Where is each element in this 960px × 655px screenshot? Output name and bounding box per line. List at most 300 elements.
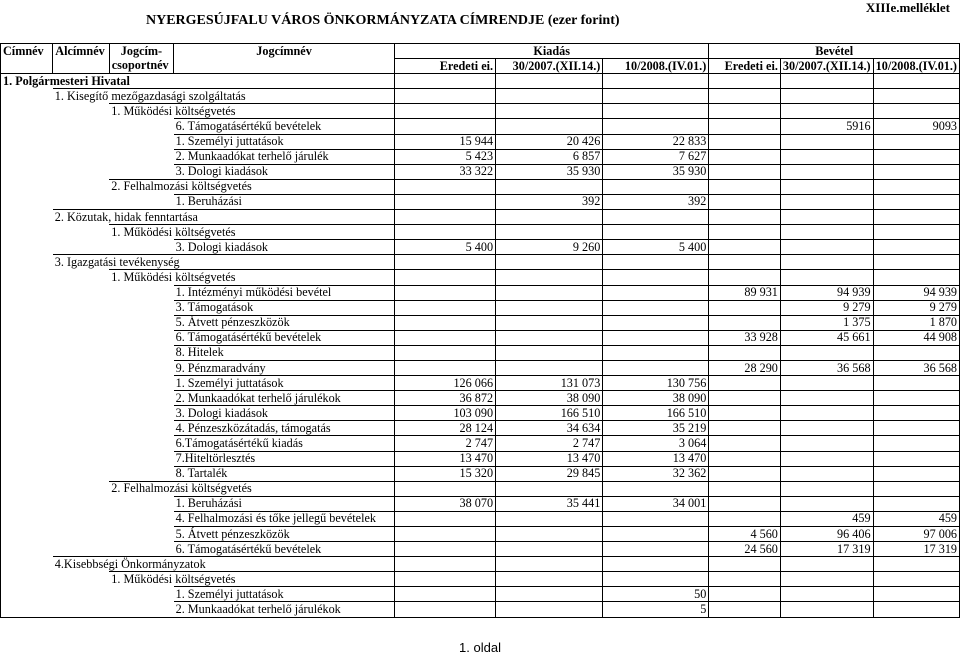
value-cell: [709, 179, 781, 194]
value-cell: [709, 104, 781, 119]
value-cell: [873, 179, 959, 194]
row-label: 1. Működési költségvetés: [109, 270, 394, 285]
value-cell: 96 406: [780, 527, 873, 542]
value-cell: [496, 179, 603, 194]
value-cell: [873, 104, 959, 119]
value-cell: [603, 179, 709, 194]
value-cell: [709, 345, 781, 360]
value-cell: [709, 602, 781, 617]
table-row: [1, 74, 960, 89]
value-cell: [496, 481, 603, 496]
value-cell: 35 930: [496, 164, 603, 179]
value-cell: [709, 406, 781, 421]
value-cell: [709, 134, 781, 149]
value-cell: [395, 511, 496, 526]
header-cimnev: Címnév: [1, 44, 53, 59]
table-row: [1, 602, 960, 617]
value-cell: 13 470: [395, 451, 496, 466]
row-label: 1. Működési költségvetés: [109, 104, 394, 119]
table-row: [1, 240, 960, 255]
row-label: 3. Igazgatási tevékenység: [53, 255, 395, 270]
value-cell: 15 944: [395, 134, 496, 149]
table-row: [1, 330, 960, 345]
value-cell: [709, 119, 781, 134]
value-cell: [780, 74, 873, 89]
value-cell: [603, 511, 709, 526]
value-cell: 94 939: [780, 285, 873, 300]
header-row-1: [1, 44, 960, 59]
value-cell: [496, 104, 603, 119]
value-cell: [780, 179, 873, 194]
value-cell: [873, 421, 959, 436]
row-label: 1. Működési költségvetés: [109, 225, 394, 240]
annex-label: XIIIe.melléklet: [865, 0, 950, 15]
value-cell: [780, 134, 873, 149]
value-cell: 33 322: [395, 164, 496, 179]
value-cell: [496, 225, 603, 240]
value-cell: [603, 255, 709, 270]
value-cell: [780, 149, 873, 164]
header-alcimnev: Alcímnév: [53, 44, 109, 59]
table-row: [1, 406, 960, 421]
value-cell: [873, 496, 959, 511]
value-cell: [780, 466, 873, 481]
value-cell: [709, 315, 781, 330]
value-cell: 9 260: [496, 240, 603, 255]
value-cell: 392: [603, 194, 709, 209]
value-cell: 45 661: [780, 330, 873, 345]
value-cell: 7 627: [603, 149, 709, 164]
row-label: 1. Intézményi működési bevétel: [174, 285, 395, 300]
value-cell: [709, 466, 781, 481]
table-row: [1, 179, 960, 194]
table-row: [1, 481, 960, 496]
value-cell: [496, 572, 603, 587]
value-cell: 126 066: [395, 376, 496, 391]
value-cell: [395, 572, 496, 587]
value-cell: [496, 270, 603, 285]
value-cell: [395, 119, 496, 134]
value-cell: 2 747: [496, 436, 603, 451]
value-cell: 4 560: [709, 527, 781, 542]
value-cell: [395, 315, 496, 330]
value-cell: [496, 300, 603, 315]
table-row: [1, 315, 960, 330]
value-cell: 13 470: [496, 451, 603, 466]
value-cell: 103 090: [395, 406, 496, 421]
table-row: [1, 542, 960, 557]
value-cell: [873, 89, 959, 104]
value-cell: [780, 89, 873, 104]
value-cell: 5916: [780, 119, 873, 134]
value-cell: [603, 270, 709, 285]
value-cell: [709, 587, 781, 602]
value-cell: 6 857: [496, 149, 603, 164]
table-row: [1, 436, 960, 451]
row-label: 5. Átvett pénzeszközök: [174, 315, 395, 330]
row-label: 2. Munkaadókat terhelő járulék: [174, 149, 395, 164]
row-label: 4. Felhalmozási és tőke jellegű bevételek: [174, 511, 395, 526]
value-cell: [709, 391, 781, 406]
value-cell: 131 073: [496, 376, 603, 391]
header-revenue-mod1: 30/2007.(XII.14.): [780, 59, 873, 74]
row-label: 1. Személyi juttatások: [174, 376, 395, 391]
row-label: 8. Tartalék: [174, 466, 395, 481]
value-cell: [709, 376, 781, 391]
value-cell: [873, 134, 959, 149]
value-cell: [780, 345, 873, 360]
value-cell: [873, 74, 959, 89]
value-cell: [603, 104, 709, 119]
value-cell: [395, 527, 496, 542]
value-cell: [395, 104, 496, 119]
value-cell: [603, 300, 709, 315]
value-cell: [709, 557, 781, 572]
row-label: 2. Felhalmozási költségvetés: [109, 481, 394, 496]
row-label: 7.Hiteltörlesztés: [174, 451, 395, 466]
value-cell: 20 426: [496, 134, 603, 149]
value-cell: [709, 149, 781, 164]
value-cell: [496, 255, 603, 270]
value-cell: [873, 451, 959, 466]
value-cell: [496, 511, 603, 526]
row-label: 3. Támogatások: [174, 300, 395, 315]
table-row: [1, 360, 960, 375]
value-cell: 1 375: [780, 315, 873, 330]
header-expense-mod2: 10/2008.(IV.01.): [603, 59, 709, 74]
table-row: [1, 164, 960, 179]
value-cell: [780, 194, 873, 209]
value-cell: [496, 345, 603, 360]
value-cell: [395, 481, 496, 496]
value-cell: 50: [603, 587, 709, 602]
value-cell: 13 470: [603, 451, 709, 466]
value-cell: [496, 74, 603, 89]
value-cell: [780, 270, 873, 285]
table-body: [1, 74, 960, 617]
value-cell: [709, 255, 781, 270]
value-cell: 5: [603, 602, 709, 617]
value-cell: 94 939: [873, 285, 959, 300]
value-cell: [780, 240, 873, 255]
value-cell: [873, 481, 959, 496]
budget-table: [0, 43, 960, 618]
value-cell: 38 090: [603, 391, 709, 406]
value-cell: [395, 255, 496, 270]
value-cell: [873, 391, 959, 406]
value-cell: 459: [780, 511, 873, 526]
value-cell: [395, 602, 496, 617]
value-cell: [873, 210, 959, 225]
value-cell: 9 279: [873, 300, 959, 315]
value-cell: [780, 496, 873, 511]
row-label: 1. Személyi juttatások: [174, 587, 395, 602]
page-number: 1. oldal: [459, 640, 501, 655]
value-cell: 38 070: [395, 496, 496, 511]
value-cell: [709, 481, 781, 496]
table-row: [1, 194, 960, 209]
value-cell: [496, 315, 603, 330]
table-row: [1, 119, 960, 134]
value-cell: 89 931: [709, 285, 781, 300]
value-cell: 130 756: [603, 376, 709, 391]
value-cell: 392: [496, 194, 603, 209]
value-cell: [603, 315, 709, 330]
value-cell: [780, 104, 873, 119]
value-cell: 17 319: [873, 542, 959, 557]
table-row: [1, 376, 960, 391]
row-label: 8. Hitelek: [174, 345, 395, 360]
value-cell: 29 845: [496, 466, 603, 481]
value-cell: 38 090: [496, 391, 603, 406]
table-row: [1, 557, 960, 572]
value-cell: 9 279: [780, 300, 873, 315]
value-cell: [395, 360, 496, 375]
value-cell: [780, 255, 873, 270]
table-row: [1, 270, 960, 285]
value-cell: [709, 496, 781, 511]
header-bevetel: Bevétel: [709, 44, 960, 59]
row-label: 2. Közutak, hidak fenntartása: [53, 210, 395, 225]
row-label: 3. Dologi kiadások: [174, 240, 395, 255]
value-cell: [709, 210, 781, 225]
table-row: [1, 511, 960, 526]
value-cell: [395, 74, 496, 89]
value-cell: [603, 527, 709, 542]
value-cell: [603, 89, 709, 104]
table-row: [1, 572, 960, 587]
value-cell: [780, 602, 873, 617]
header-revenue-original: Eredeti ei.: [709, 59, 781, 74]
value-cell: 34 634: [496, 421, 603, 436]
table-row: [1, 527, 960, 542]
value-cell: 1 870: [873, 315, 959, 330]
header-csoportnev: csoportnév: [109, 59, 173, 74]
value-cell: [780, 572, 873, 587]
value-cell: [873, 602, 959, 617]
row-label: 1. Működési költségvetés: [109, 572, 394, 587]
value-cell: 9093: [873, 119, 959, 134]
row-label: 1. Polgármesteri Hivatal: [1, 74, 395, 89]
value-cell: [603, 557, 709, 572]
value-cell: [873, 466, 959, 481]
row-label: 6.Támogatásértékű kiadás: [174, 436, 395, 451]
value-cell: 22 833: [603, 134, 709, 149]
value-cell: [873, 587, 959, 602]
table-row: [1, 466, 960, 481]
table-row: [1, 451, 960, 466]
value-cell: [709, 225, 781, 240]
value-cell: [395, 285, 496, 300]
value-cell: [709, 270, 781, 285]
value-cell: [496, 602, 603, 617]
value-cell: [395, 179, 496, 194]
header-jogcimnev: Jogcímnév: [174, 44, 395, 59]
value-cell: 3 064: [603, 436, 709, 451]
value-cell: [395, 587, 496, 602]
value-cell: [709, 436, 781, 451]
value-cell: [873, 149, 959, 164]
table-row: [1, 255, 960, 270]
value-cell: 32 362: [603, 466, 709, 481]
value-cell: [780, 164, 873, 179]
table-row: [1, 300, 960, 315]
value-cell: [603, 572, 709, 587]
table-row: [1, 89, 960, 104]
value-cell: 2 747: [395, 436, 496, 451]
table-row: [1, 104, 960, 119]
value-cell: [780, 557, 873, 572]
value-cell: [395, 89, 496, 104]
table-row: [1, 391, 960, 406]
value-cell: [873, 270, 959, 285]
value-cell: [603, 285, 709, 300]
table-row: [1, 210, 960, 225]
value-cell: 35 219: [603, 421, 709, 436]
value-cell: [709, 421, 781, 436]
row-label: 2. Felhalmozási költségvetés: [109, 179, 394, 194]
row-label: 4. Pénzeszközátadás, támogatás: [174, 421, 395, 436]
value-cell: [496, 527, 603, 542]
value-cell: 33 928: [709, 330, 781, 345]
value-cell: [780, 451, 873, 466]
value-cell: 36 568: [780, 360, 873, 375]
value-cell: [873, 255, 959, 270]
value-cell: [873, 406, 959, 421]
value-cell: [709, 300, 781, 315]
value-cell: [603, 210, 709, 225]
table-row: [1, 587, 960, 602]
row-label: 9. Pénzmaradvány: [174, 360, 395, 375]
value-cell: [496, 330, 603, 345]
value-cell: [603, 360, 709, 375]
value-cell: [603, 481, 709, 496]
value-cell: [873, 436, 959, 451]
table-row: [1, 134, 960, 149]
value-cell: [780, 391, 873, 406]
value-cell: [873, 194, 959, 209]
value-cell: [780, 376, 873, 391]
header-expense-original: Eredeti ei.: [395, 59, 496, 74]
value-cell: 5 400: [395, 240, 496, 255]
value-cell: [709, 240, 781, 255]
value-cell: [603, 542, 709, 557]
value-cell: 166 510: [603, 406, 709, 421]
value-cell: [709, 572, 781, 587]
value-cell: [709, 89, 781, 104]
table-row: [1, 225, 960, 240]
value-cell: [496, 285, 603, 300]
value-cell: [873, 164, 959, 179]
value-cell: 459: [873, 511, 959, 526]
row-label: 2. Munkaadókat terhelő járulékok: [174, 602, 395, 617]
value-cell: [780, 587, 873, 602]
value-cell: [709, 194, 781, 209]
value-cell: [873, 376, 959, 391]
value-cell: [603, 225, 709, 240]
row-label: 5. Átvett pénzeszközök: [174, 527, 395, 542]
row-label: 1. Beruházási: [174, 194, 395, 209]
table-row: [1, 345, 960, 360]
row-label: 1. Személyi juttatások: [174, 134, 395, 149]
value-cell: 36 872: [395, 391, 496, 406]
table-row: [1, 496, 960, 511]
header-jogcim: Jogcím-: [109, 44, 173, 59]
value-cell: [780, 225, 873, 240]
value-cell: [395, 330, 496, 345]
value-cell: [780, 481, 873, 496]
value-cell: 36 568: [873, 360, 959, 375]
value-cell: 97 006: [873, 527, 959, 542]
table-row: [1, 285, 960, 300]
value-cell: [709, 511, 781, 526]
value-cell: [603, 345, 709, 360]
row-label: 3. Dologi kiadások: [174, 406, 395, 421]
value-cell: [496, 360, 603, 375]
value-cell: 5 423: [395, 149, 496, 164]
value-cell: 35 441: [496, 496, 603, 511]
value-cell: 17 319: [780, 542, 873, 557]
row-label: 1. Kisegítő mezőgazdasági szolgáltatás: [53, 89, 395, 104]
value-cell: [780, 406, 873, 421]
value-cell: [395, 542, 496, 557]
row-label: 4.Kisebbségi Önkormányzatok: [53, 557, 395, 572]
value-cell: [603, 330, 709, 345]
value-cell: [496, 210, 603, 225]
header-revenue-mod2: 10/2008.(IV.01.): [873, 59, 959, 74]
value-cell: [603, 119, 709, 134]
value-cell: 15 320: [395, 466, 496, 481]
value-cell: [603, 74, 709, 89]
value-cell: [496, 119, 603, 134]
page-title: NYERGESÚJFALU VÁROS ÖNKORMÁNYZATA CÍMRENDJE (ezer forint): [146, 13, 620, 28]
value-cell: [395, 194, 496, 209]
table-row: [1, 149, 960, 164]
value-cell: 35 930: [603, 164, 709, 179]
value-cell: 166 510: [496, 406, 603, 421]
value-cell: [395, 300, 496, 315]
value-cell: [873, 240, 959, 255]
value-cell: [395, 270, 496, 285]
value-cell: [395, 557, 496, 572]
value-cell: [496, 557, 603, 572]
value-cell: [496, 89, 603, 104]
value-cell: [873, 557, 959, 572]
row-label: 2. Munkaadókat terhelő járulékok: [174, 391, 395, 406]
value-cell: [496, 587, 603, 602]
value-cell: [395, 345, 496, 360]
value-cell: [780, 421, 873, 436]
value-cell: [395, 210, 496, 225]
row-label: 3. Dologi kiadások: [174, 164, 395, 179]
value-cell: [709, 451, 781, 466]
value-cell: 24 560: [709, 542, 781, 557]
value-cell: 5 400: [603, 240, 709, 255]
value-cell: [780, 436, 873, 451]
value-cell: 28 124: [395, 421, 496, 436]
value-cell: [873, 345, 959, 360]
table-row: [1, 421, 960, 436]
value-cell: 34 001: [603, 496, 709, 511]
value-cell: [873, 572, 959, 587]
row-label: 1. Beruházási: [174, 496, 395, 511]
row-label: 6. Támogatásértékű bevételek: [174, 542, 395, 557]
row-label: 6. Támogatásértékű bevételek: [174, 330, 395, 345]
value-cell: [873, 225, 959, 240]
value-cell: [496, 542, 603, 557]
value-cell: [395, 225, 496, 240]
row-label: 6. Támogatásértékű bevételek: [174, 119, 395, 134]
